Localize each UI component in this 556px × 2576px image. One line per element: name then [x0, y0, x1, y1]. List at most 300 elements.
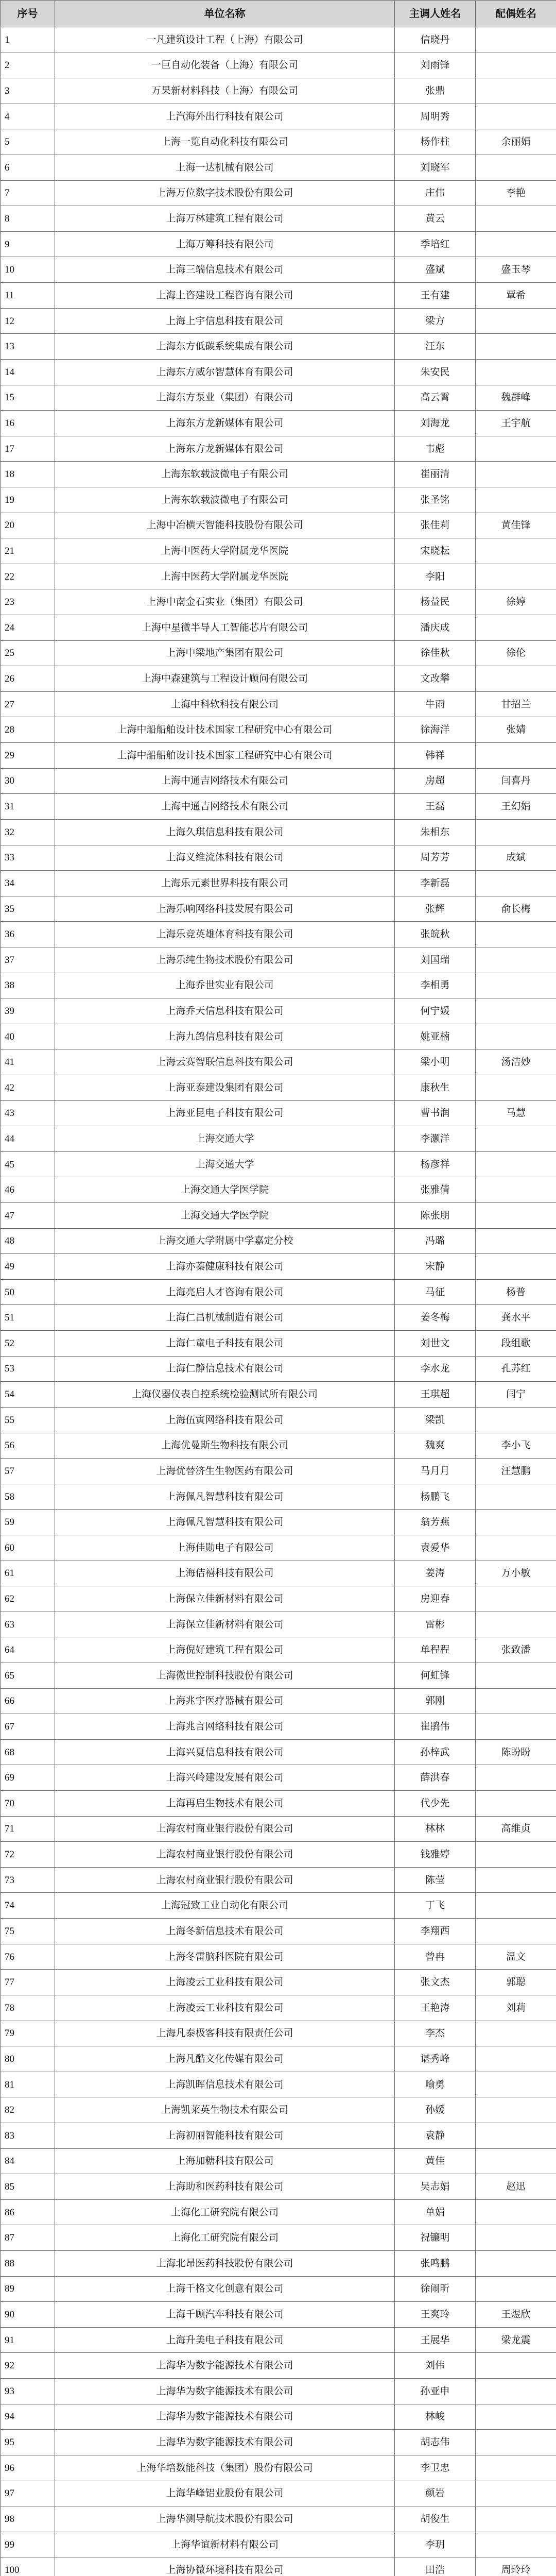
cell-seq: 77 [1, 1970, 55, 1995]
cell-seq: 97 [1, 2481, 55, 2506]
table-row [1, 462, 556, 487]
cell-company: 上海中通吉网络技术有限公司 [55, 794, 395, 820]
table-row [1, 2430, 556, 2455]
cell-name: 袁静 [395, 2123, 476, 2148]
cell-seq: 34 [1, 871, 55, 896]
cell-name: 宋晓耘 [395, 538, 476, 564]
cell-name: 马月月 [395, 1459, 476, 1484]
cell-name: 周芳芳 [395, 845, 476, 871]
cell-spouse [476, 2123, 556, 2148]
cell-company: 上海仁童电子科技有限公司 [55, 1331, 395, 1357]
table-row [1, 2327, 556, 2353]
cell-name: 单程程 [395, 1637, 476, 1663]
cell-spouse: 王煜欣 [476, 2302, 556, 2328]
cell-name: 李水龙 [395, 1356, 476, 1382]
table-row [1, 794, 556, 820]
cell-seq: 42 [1, 1075, 55, 1100]
cell-company: 上海再启生物技术有限公司 [55, 1791, 395, 1817]
cell-spouse: 马慧 [476, 1100, 556, 1126]
table-row [1, 1970, 556, 1995]
cell-company: 上海保立佳新材料有限公司 [55, 1586, 395, 1612]
cell-spouse: 王宇航 [476, 411, 556, 436]
cell-seq: 23 [1, 589, 55, 615]
table-row [1, 691, 556, 717]
cell-spouse [476, 1688, 556, 1714]
cell-seq: 96 [1, 2455, 55, 2481]
cell-seq: 80 [1, 2046, 55, 2072]
cell-spouse [476, 2276, 556, 2302]
cell-spouse [476, 2532, 556, 2557]
cell-seq: 41 [1, 1049, 55, 1075]
cell-spouse [476, 1919, 556, 1944]
cell-spouse [476, 871, 556, 896]
cell-spouse [476, 2199, 556, 2225]
cell-seq: 74 [1, 1893, 55, 1919]
table-row [1, 1561, 556, 1586]
table-row [1, 155, 556, 181]
cell-name: 信晓丹 [395, 27, 476, 53]
table-row [1, 180, 556, 206]
cell-name: 崔丽清 [395, 462, 476, 487]
table-row [1, 1177, 556, 1203]
cell-name: 陈张朋 [395, 1203, 476, 1229]
cell-company: 上海东方龙新媒体有限公司 [55, 436, 395, 462]
cell-company: 上海凌云工业科技有限公司 [55, 1995, 395, 2021]
cell-seq: 55 [1, 1407, 55, 1433]
table-row [1, 845, 556, 871]
cell-seq: 76 [1, 1944, 55, 1970]
cell-company: 上海上宇信息科技有限公司 [55, 308, 395, 334]
cell-spouse [476, 2379, 556, 2404]
cell-spouse [476, 2430, 556, 2455]
cell-spouse [476, 1254, 556, 1280]
cell-seq: 57 [1, 1459, 55, 1484]
cell-name: 徐佳秋 [395, 640, 476, 666]
cell-spouse [476, 487, 556, 513]
table-row [1, 2532, 556, 2557]
cell-name: 刘晓军 [395, 155, 476, 181]
cell-company: 上海交通大学医学院 [55, 1177, 395, 1203]
cell-seq: 35 [1, 896, 55, 922]
cell-seq: 47 [1, 1203, 55, 1229]
cell-company: 上海东软载波微电子有限公司 [55, 487, 395, 513]
cell-name: 孙亚申 [395, 2379, 476, 2404]
cell-name: 李玥 [395, 2532, 476, 2557]
cell-company: 上海冠致工业自动化有限公司 [55, 1893, 395, 1919]
cell-company: 上海中船船舶设计技术国家工程研究中心有限公司 [55, 717, 395, 743]
cell-name: 张鸣鹏 [395, 2251, 476, 2277]
cell-seq: 68 [1, 1739, 55, 1765]
cell-seq: 73 [1, 1867, 55, 1893]
cell-spouse [476, 1203, 556, 1229]
table-body [1, 27, 556, 2576]
cell-seq: 19 [1, 487, 55, 513]
table-row [1, 1944, 556, 1970]
cell-company: 上海东方泵业（集团）有限公司 [55, 385, 395, 411]
cell-company: 上海凡酷文化传媒有限公司 [55, 2046, 395, 2072]
header-seq: 序号 [1, 1, 55, 27]
cell-company: 上海佩凡智慧科技有限公司 [55, 1484, 395, 1510]
table-row [1, 53, 556, 78]
cell-seq: 15 [1, 385, 55, 411]
cell-spouse [476, 743, 556, 769]
cell-name: 祝镰明 [395, 2225, 476, 2251]
table-row [1, 1893, 556, 1919]
table-row [1, 411, 556, 436]
cell-name: 林林 [395, 1816, 476, 1842]
cell-spouse: 赵迅 [476, 2174, 556, 2200]
cell-spouse [476, 564, 556, 589]
cell-name: 李灏洋 [395, 1126, 476, 1152]
cell-company: 上海乐元素世界科技有限公司 [55, 871, 395, 896]
cell-company: 上海仁静信息技术有限公司 [55, 1356, 395, 1382]
cell-name: 郭刚 [395, 1688, 476, 1714]
cell-spouse [476, 1612, 556, 1637]
cell-company: 上海中科软科技有限公司 [55, 691, 395, 717]
cell-company: 上海优替济生生物医药有限公司 [55, 1459, 395, 1484]
table-row [1, 1459, 556, 1484]
cell-spouse [476, 973, 556, 998]
cell-company: 上海助和医药科技有限公司 [55, 2174, 395, 2200]
cell-seq: 39 [1, 998, 55, 1024]
cell-company: 上海交通大学 [55, 1126, 395, 1152]
table-row [1, 2174, 556, 2200]
cell-company: 上海乐纯生物技术股份有限公司 [55, 947, 395, 973]
cell-spouse [476, 2046, 556, 2072]
table-row [1, 385, 556, 411]
cell-seq: 56 [1, 1433, 55, 1459]
table-row [1, 896, 556, 922]
cell-name: 张皖秋 [395, 922, 476, 947]
cell-company: 上海仪器仪表自控系统检验测试所有限公司 [55, 1382, 395, 1408]
cell-company: 上海乔世实业有限公司 [55, 973, 395, 998]
table-row [1, 1407, 556, 1433]
cell-spouse [476, 1663, 556, 1689]
table-row [1, 1637, 556, 1663]
cell-company: 上海中星微半导人工智能芯片有限公司 [55, 615, 395, 641]
table-row [1, 768, 556, 794]
cell-seq: 36 [1, 922, 55, 947]
cell-name: 李杰 [395, 2021, 476, 2046]
table-row [1, 922, 556, 947]
cell-seq: 8 [1, 206, 55, 232]
cell-company: 上海倪好建筑工程有限公司 [55, 1637, 395, 1663]
cell-seq: 44 [1, 1126, 55, 1152]
cell-name: 黄云 [395, 206, 476, 232]
cell-name: 王有建 [395, 283, 476, 309]
table-row [1, 2276, 556, 2302]
cell-seq: 59 [1, 1510, 55, 1535]
cell-spouse [476, 1024, 556, 1049]
cell-name: 李相勇 [395, 973, 476, 998]
cell-company: 上海华峰铝业股份有限公司 [55, 2481, 395, 2506]
cell-seq: 81 [1, 2072, 55, 2097]
cell-company: 上海华测导航技术股份有限公司 [55, 2506, 395, 2532]
cell-seq: 87 [1, 2225, 55, 2251]
cell-company: 上海农村商业银行股份有限公司 [55, 1867, 395, 1893]
cell-spouse: 高维贞 [476, 1816, 556, 1842]
cell-seq: 64 [1, 1637, 55, 1663]
table-row [1, 743, 556, 769]
cell-company: 上海义维流体科技有限公司 [55, 845, 395, 871]
cell-spouse: 龚水平 [476, 1305, 556, 1331]
cell-name: 颜岩 [395, 2481, 476, 2506]
cell-spouse: 成斌 [476, 845, 556, 871]
cell-spouse [476, 615, 556, 641]
cell-spouse: 盛玉琴 [476, 257, 556, 283]
table-row [1, 27, 556, 53]
cell-seq: 14 [1, 359, 55, 385]
cell-company: 上海亮启人才咨询有限公司 [55, 1279, 395, 1305]
cell-seq: 4 [1, 104, 55, 129]
cell-seq: 82 [1, 2097, 55, 2123]
cell-seq: 30 [1, 768, 55, 794]
cell-company: 上海千顾汽车科技有限公司 [55, 2302, 395, 2328]
table-row [1, 538, 556, 564]
cell-seq: 50 [1, 1279, 55, 1305]
cell-name: 徐闹昕 [395, 2276, 476, 2302]
cell-company: 上海云赛智联信息科技有限公司 [55, 1049, 395, 1075]
cell-spouse: 杨普 [476, 1279, 556, 1305]
cell-spouse [476, 27, 556, 53]
cell-name: 雷彬 [395, 1612, 476, 1637]
cell-seq: 27 [1, 691, 55, 717]
cell-seq: 12 [1, 308, 55, 334]
table-row [1, 1228, 556, 1254]
table-row [1, 2046, 556, 2072]
cell-seq: 54 [1, 1382, 55, 1408]
cell-company: 上海兆宇医疗器械有限公司 [55, 1688, 395, 1714]
cell-company: 上海中冶横天智能科技股份有限公司 [55, 513, 395, 538]
table-row [1, 2353, 556, 2379]
cell-name: 牛雨 [395, 691, 476, 717]
cell-name: 田浩 [395, 2557, 476, 2576]
cell-company: 上海九鸽信息科技有限公司 [55, 1024, 395, 1049]
cell-name: 张文杰 [395, 1970, 476, 1995]
cell-name: 姚亚楠 [395, 1024, 476, 1049]
cell-name: 刘伟 [395, 2353, 476, 2379]
cell-company: 上海伍寅网络科技有限公司 [55, 1407, 395, 1433]
cell-name: 魏爽 [395, 1433, 476, 1459]
cell-name: 李翔西 [395, 1919, 476, 1944]
cell-name: 文改攀 [395, 666, 476, 692]
cell-name: 谌秀峰 [395, 2046, 476, 2072]
cell-spouse [476, 2455, 556, 2481]
table-row [1, 1151, 556, 1177]
table-row [1, 308, 556, 334]
cell-seq: 20 [1, 513, 55, 538]
cell-company: 上海交通大学医学院 [55, 1203, 395, 1229]
cell-name: 陈莹 [395, 1867, 476, 1893]
cell-company: 一巨自动化装备（上海）有限公司 [55, 53, 395, 78]
cell-name: 李阳 [395, 564, 476, 589]
cell-company: 上海兆言网络科技有限公司 [55, 1714, 395, 1740]
cell-name: 刘世文 [395, 1331, 476, 1357]
cell-spouse [476, 104, 556, 129]
cell-name: 胡志伟 [395, 2430, 476, 2455]
cell-spouse: 张致潘 [476, 1637, 556, 1663]
cell-company: 上海凯莱英生物技术有限公司 [55, 2097, 395, 2123]
cell-seq: 78 [1, 1995, 55, 2021]
cell-spouse [476, 2021, 556, 2046]
cell-spouse [476, 436, 556, 462]
cell-name: 张辉 [395, 896, 476, 922]
cell-spouse [476, 53, 556, 78]
table-row [1, 1279, 556, 1305]
table-row [1, 104, 556, 129]
cell-company: 上海东软载波微电子有限公司 [55, 462, 395, 487]
cell-spouse [476, 462, 556, 487]
cell-name: 崔鹃伟 [395, 1714, 476, 1740]
cell-name: 杨鹏飞 [395, 1484, 476, 1510]
cell-seq: 95 [1, 2430, 55, 2455]
cell-spouse [476, 155, 556, 181]
cell-name: 朱安民 [395, 359, 476, 385]
cell-company: 上海上咨建设工程咨询有限公司 [55, 283, 395, 309]
cell-company: 上海初丽智能科技有限公司 [55, 2123, 395, 2148]
table-row [1, 1791, 556, 1817]
cell-company: 上海千格文化创意有限公司 [55, 2276, 395, 2302]
cell-spouse [476, 359, 556, 385]
cell-spouse: 黄佳锋 [476, 513, 556, 538]
cell-name: 盛斌 [395, 257, 476, 283]
cell-name: 韩祥 [395, 743, 476, 769]
cell-seq: 1 [1, 27, 55, 53]
cell-company: 上海加糖科技有限公司 [55, 2148, 395, 2174]
cell-company: 一凡建筑设计工程（上海）有限公司 [55, 27, 395, 53]
table-row [1, 1714, 556, 1740]
cell-seq: 6 [1, 155, 55, 181]
cell-name: 曹书润 [395, 1100, 476, 1126]
cell-company: 上海佶禧科技有限公司 [55, 1561, 395, 1586]
cell-name: 喻勇 [395, 2072, 476, 2097]
cell-name: 汪东 [395, 334, 476, 360]
cell-seq: 98 [1, 2506, 55, 2532]
cell-name: 潘庆成 [395, 615, 476, 641]
table-row [1, 1484, 556, 1510]
table-row [1, 2379, 556, 2404]
cell-company: 上海凌云工业科技有限公司 [55, 1970, 395, 1995]
cell-company: 上海久琪信息科技有限公司 [55, 819, 395, 845]
cell-seq: 46 [1, 1177, 55, 1203]
table-row [1, 2404, 556, 2430]
cell-seq: 99 [1, 2532, 55, 2557]
table-row [1, 1510, 556, 1535]
cell-spouse [476, 2404, 556, 2430]
cell-company: 上海农村商业银行股份有限公司 [55, 1842, 395, 1868]
table-row [1, 1739, 556, 1765]
cell-seq: 7 [1, 180, 55, 206]
cell-company: 上海微世控制科技股份有限公司 [55, 1663, 395, 1689]
cell-spouse [476, 1407, 556, 1433]
cell-spouse: 甘招兰 [476, 691, 556, 717]
cell-spouse [476, 1586, 556, 1612]
cell-name: 张鼎 [395, 78, 476, 104]
table-row [1, 947, 556, 973]
cell-name: 单娟 [395, 2199, 476, 2225]
cell-name: 梁小明 [395, 1049, 476, 1075]
cell-name: 朱相东 [395, 819, 476, 845]
cell-company: 上海万林建筑工程有限公司 [55, 206, 395, 232]
cell-spouse [476, 231, 556, 257]
cell-name: 杨彦祥 [395, 1151, 476, 1177]
cell-name: 房超 [395, 768, 476, 794]
cell-seq: 92 [1, 2353, 55, 2379]
cell-company: 上海乔天信息科技有限公司 [55, 998, 395, 1024]
table-row [1, 717, 556, 743]
cell-company: 上海华为数字能源技术有限公司 [55, 2353, 395, 2379]
cell-seq: 91 [1, 2327, 55, 2353]
cell-seq: 94 [1, 2404, 55, 2430]
table-row [1, 1433, 556, 1459]
cell-seq: 62 [1, 1586, 55, 1612]
cell-name: 宋静 [395, 1254, 476, 1280]
cell-name: 王艳涛 [395, 1995, 476, 2021]
cell-spouse: 孔苏红 [476, 1356, 556, 1382]
table-row [1, 1254, 556, 1280]
cell-seq: 11 [1, 283, 55, 309]
cell-company: 上海华为数字能源技术有限公司 [55, 2379, 395, 2404]
cell-spouse [476, 1867, 556, 1893]
cell-seq: 93 [1, 2379, 55, 2404]
table-row [1, 2557, 556, 2576]
cell-company: 上海中森建筑与工程设计顾问有限公司 [55, 666, 395, 692]
cell-seq: 53 [1, 1356, 55, 1382]
cell-company: 上海凯晖信息技术有限公司 [55, 2072, 395, 2097]
table-row [1, 819, 556, 845]
table-row [1, 1049, 556, 1075]
table-row [1, 1765, 556, 1791]
table-row [1, 2481, 556, 2506]
cell-company: 上海华培数能科技（集团）股份有限公司 [55, 2455, 395, 2481]
cell-name: 刘海龙 [395, 411, 476, 436]
cell-name: 王琪超 [395, 1382, 476, 1408]
cell-company: 上海仁昌机械制造有限公司 [55, 1305, 395, 1331]
cell-spouse: 闫宁 [476, 1382, 556, 1408]
table-row [1, 359, 556, 385]
cell-spouse: 王幻娟 [476, 794, 556, 820]
cell-seq: 61 [1, 1561, 55, 1586]
cell-company: 上海中通吉网络技术有限公司 [55, 768, 395, 794]
cell-company: 上海亚昆电子科技有限公司 [55, 1100, 395, 1126]
table-row [1, 2455, 556, 2481]
cell-spouse: 张婧 [476, 717, 556, 743]
cell-seq: 25 [1, 640, 55, 666]
cell-seq: 33 [1, 845, 55, 871]
cell-name: 丁飞 [395, 1893, 476, 1919]
cell-company: 上海华为数字能源技术有限公司 [55, 2430, 395, 2455]
cell-spouse [476, 1714, 556, 1740]
cell-company: 上海保立佳新材料有限公司 [55, 1612, 395, 1637]
table-row [1, 615, 556, 641]
cell-name: 王爽玲 [395, 2302, 476, 2328]
cell-name: 黄佳 [395, 2148, 476, 2174]
cell-seq: 65 [1, 1663, 55, 1689]
cell-name: 庄伟 [395, 180, 476, 206]
cell-name: 袁爱华 [395, 1535, 476, 1561]
cell-company: 上海亚泰建设集团有限公司 [55, 1075, 395, 1100]
table-row [1, 1535, 556, 1561]
cell-spouse [476, 1484, 556, 1510]
cell-company: 上海中船船舶设计技术国家工程研究中心有限公司 [55, 743, 395, 769]
cell-company: 上海亦蓁健康科技有限公司 [55, 1254, 395, 1280]
cell-name: 冯璐 [395, 1228, 476, 1254]
table-row [1, 998, 556, 1024]
cell-company: 上海佳勋电子有限公司 [55, 1535, 395, 1561]
cell-company: 上海农村商业银行股份有限公司 [55, 1816, 395, 1842]
table-row [1, 1024, 556, 1049]
cell-company: 上海化工研究院有限公司 [55, 2225, 395, 2251]
